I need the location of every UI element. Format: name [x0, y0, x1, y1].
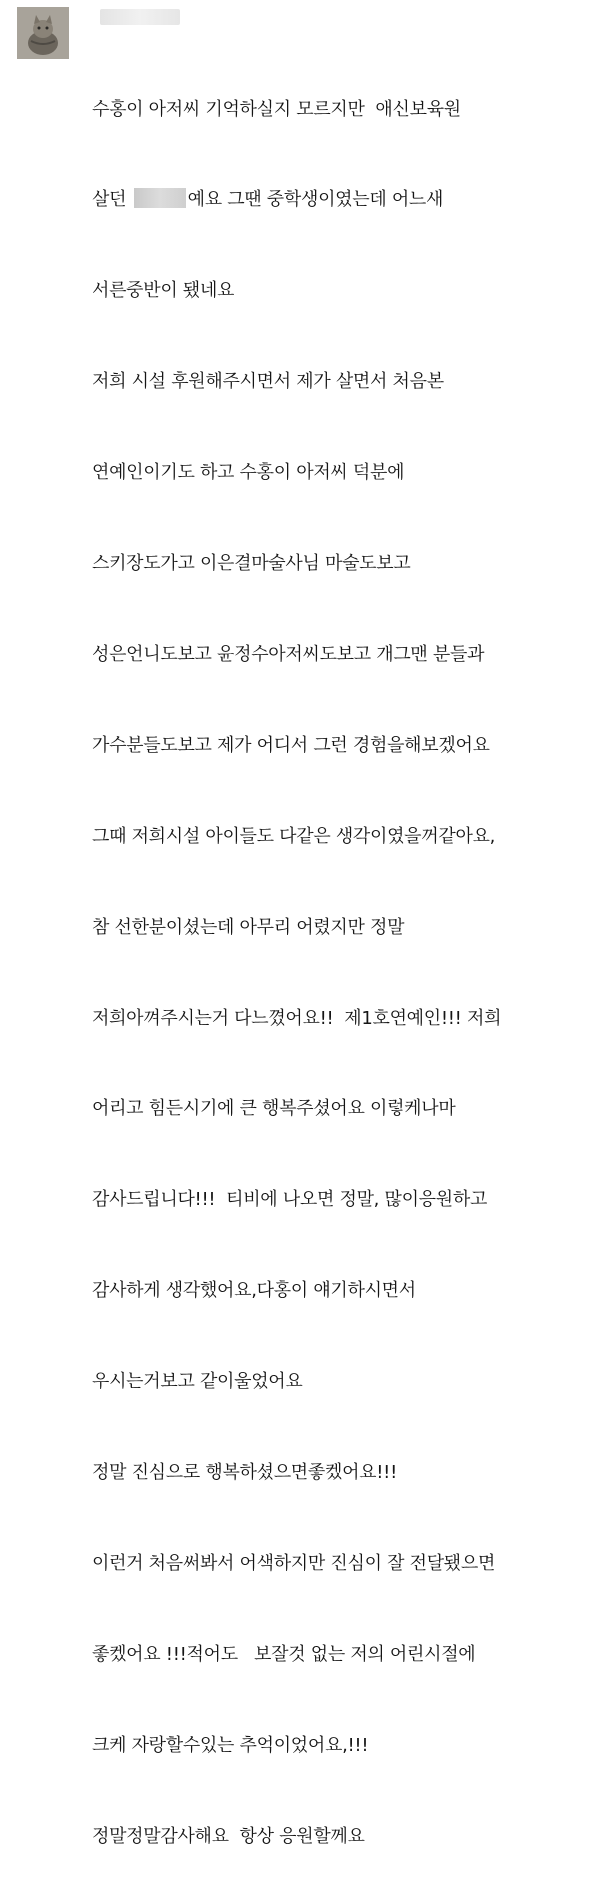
comment-line-7: 성은언니도보고 윤정수아저씨도보고 개그맨 분들과 [92, 643, 485, 665]
comment-line-3: 서른중반이 됐네요 [92, 280, 235, 302]
comment-line-5: 연예인이기도 하고 수홍이 아저씨 덕분에 [92, 462, 405, 484]
comment-line-4: 저희 시설 후원해주시면서 제가 살면서 처음본 [92, 371, 444, 393]
comment-line-16: 정말 진심으로 행복하셨으면좋켔어요!!! [92, 1461, 397, 1483]
comment-line-2 [92, 185, 592, 215]
comment-line-17: 이런거 처음써봐서 어색하지만 진심이 잘 전달됐으면 [92, 1552, 496, 1574]
comment-line-1: 수홍이 아저씨 기억하실지 모르지만 애신보육원 [92, 98, 461, 120]
comment-line-2-prefix: 살던 [92, 189, 127, 211]
comment-line-13: 감사드립니다!!! 티비에 나오면 정말, 많이응원하고 [92, 1189, 488, 1211]
cat-photo-avatar-icon [17, 7, 69, 59]
comment-line-18: 좋켔어요 !!!적어도 보잘것 없는 저의 어린시절에 [92, 1643, 476, 1665]
comment-line-8: 가수분들도보고 제가 어디서 그런 경험을해보겠어요 [92, 734, 490, 756]
author-name-redacted [100, 9, 180, 25]
comment-line-2-rest: 예요 그땐 중학생이였는데 어느새 [187, 189, 444, 211]
redacted-name-block [134, 188, 186, 208]
comment-line-19: 크케 자랑할수있는 추억이었어요,!!! [92, 1734, 369, 1756]
comment-line-11: 저희아껴주시는거 다느꼈어요!! 제1호연예인!!! 저희 [92, 1007, 502, 1029]
comment-line-10: 참 선한분이셨는데 아무리 어렸지만 정말 [92, 916, 405, 938]
avatar[interactable] [17, 7, 69, 59]
comment-text [92, 34, 592, 1882]
comment-line-9: 그때 저희시설 아이들도 다같은 생각이였을꺼같아요, [92, 825, 496, 847]
comment-line-14: 감사하게 생각했어요,다홍이 얘기하시면서 [92, 1280, 416, 1302]
comment-line-15: 우시는거보고 같이울었어요 [92, 1371, 303, 1393]
comment-line-12: 어리고 힘든시기에 큰 행복주셨어요 이렇케나마 [92, 1098, 456, 1120]
comment-line-20: 정말정말감사해요 항상 응원할께요 [92, 1825, 365, 1847]
comment-line-6: 스키장도가고 이은결마술사님 마술도보고 [92, 553, 411, 575]
